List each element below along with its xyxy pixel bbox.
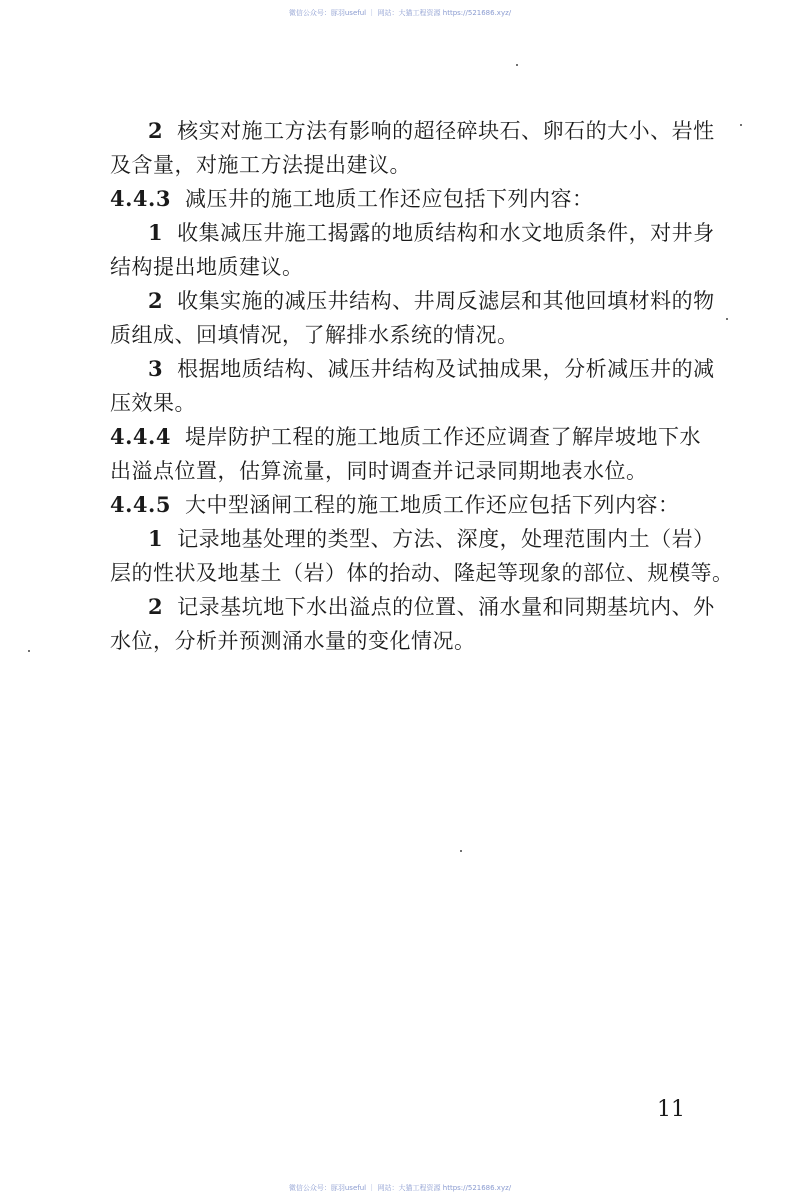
section-number: 4.4.4: [110, 424, 171, 449]
line-text: 记录基坑地下水出溢点的位置、涌水量和同期基坑内、外: [177, 595, 715, 619]
line-text: 层的性状及地基土（岩）体的抬动、隆起等现象的部位、规模等。: [110, 561, 734, 585]
scan-speck: [726, 318, 728, 320]
item-number: 2: [148, 594, 164, 619]
item-number: 2: [148, 288, 164, 313]
item-number: 1: [148, 220, 164, 245]
section-paragraph: [110, 184, 714, 218]
line-text: 压效果。: [110, 391, 196, 415]
text-line: [110, 422, 714, 456]
item-number: 3: [148, 356, 164, 381]
scan-speck: [28, 650, 30, 652]
line-text: 堤岸防护工程的施工地质工作还应调查了解岸坡地下水: [184, 425, 701, 449]
line-text: 收集实施的减压井结构、井周反滤层和其他回填材料的物: [177, 289, 715, 313]
text-line: [110, 388, 714, 422]
section-number: 4.4.5: [110, 492, 171, 517]
text-line: [110, 558, 734, 592]
text-line: [110, 354, 714, 388]
list-item-paragraph: [110, 592, 714, 660]
text-line: [110, 252, 714, 286]
list-item-paragraph: [110, 286, 714, 354]
text-line: [110, 456, 714, 490]
text-line: [110, 592, 714, 626]
text-line: [110, 626, 714, 660]
line-text: 水位，分析并预测涌水量的变化情况。: [110, 629, 476, 653]
text-line: [110, 184, 714, 218]
text-line: [110, 320, 714, 354]
line-text: 记录地基处理的类型、方法、深度，处理范围内土（岩）: [177, 527, 715, 551]
line-text: 结构提出地质建议。: [110, 255, 304, 279]
section-paragraph: [110, 490, 714, 524]
item-number: 2: [148, 118, 164, 143]
text-line: [110, 490, 714, 524]
line-text: 核实对施工方法有影响的超径碎块石、卵石的大小、岩性: [177, 119, 715, 143]
item-number: 1: [148, 526, 164, 551]
text-line: [110, 150, 714, 184]
scan-speck: [740, 124, 742, 126]
line-text: 根据地质结构、减压井结构及试抽成果，分析减压井的减: [177, 357, 715, 381]
line-text: 出溢点位置，估算流量，同时调查并记录同期地表水位。: [110, 459, 648, 483]
line-text: 减压井的施工地质工作还应包括下列内容：: [184, 187, 594, 211]
line-text: 大中型涵闸工程的施工地质工作还应包括下列内容：: [184, 493, 680, 517]
text-line: [110, 524, 714, 558]
list-item-paragraph: [110, 218, 714, 286]
line-text: 收集减压井施工揭露的地质结构和水文地质条件，对井身: [177, 221, 715, 245]
line-text: 及含量，对施工方法提出建议。: [110, 153, 411, 177]
watermark-bottom: 微信公众号：豚羽useful ｜ 网站：大猫工程资源 https://521686.xyz/: [288, 1184, 512, 1192]
page-number: 11: [657, 1097, 685, 1122]
scan-speck: [460, 850, 462, 852]
text-line: [110, 286, 714, 320]
document-body: [110, 116, 734, 660]
scan-speck: [516, 64, 518, 66]
section-number: 4.4.3: [110, 186, 171, 211]
list-item-paragraph: [110, 354, 714, 422]
list-item-paragraph: [110, 116, 714, 184]
text-line: [110, 218, 714, 252]
line-text: 质组成、回填情况，了解排水系统的情况。: [110, 323, 519, 347]
section-paragraph: [110, 422, 714, 490]
text-line: [110, 116, 714, 150]
list-item-paragraph: [110, 524, 734, 592]
watermark-top: 微信公众号：豚羽useful ｜ 网站：大猫工程资源 https://521686.xyz/: [288, 9, 512, 17]
